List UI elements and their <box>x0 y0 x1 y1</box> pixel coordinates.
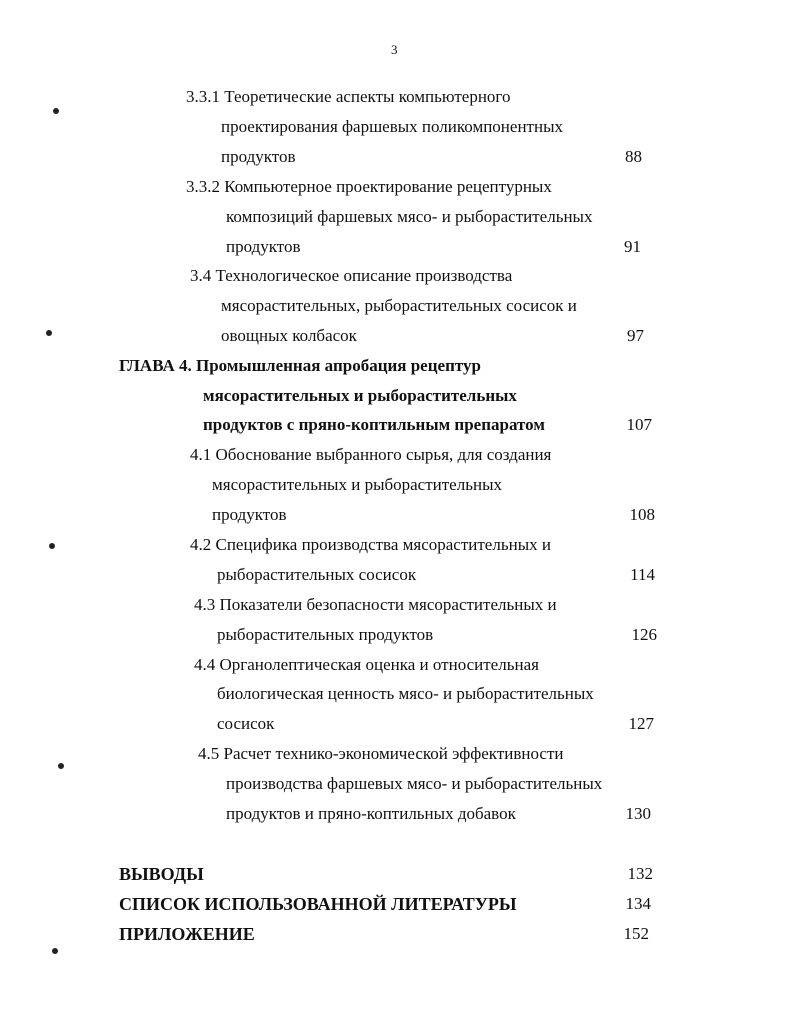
toc-entry-3-3-2-line-3: продуктов <box>226 237 301 256</box>
toc-chapter-4-line-1: ГЛАВА 4. Промышленная апробация рецептур <box>119 356 481 375</box>
toc-entry-4-1-line-1: 4.1 Обоснование выбранного сырья, для создания <box>190 445 552 464</box>
toc-entry-3-3-1-line-2: проектирования фаршевых поликомпонентных <box>221 117 563 136</box>
toc-appendix: ПРИЛОЖЕНИЕ <box>119 924 255 944</box>
toc-entry-4-4-line-1: 4.4 Органолептическая оценка и относительная <box>194 655 539 674</box>
toc-entry-3-3-2-line-2: композиций фаршевых мясо- и рыборастительных <box>226 207 593 226</box>
toc-page-4-4: 127 <box>628 714 654 733</box>
scan-mark <box>58 763 64 769</box>
toc-entry-4-3-line-2: рыборастительных продуктов <box>217 625 434 644</box>
scan-mark <box>46 330 52 336</box>
scan-mark <box>52 948 58 954</box>
toc-page-4-2: 114 <box>630 565 655 584</box>
toc-page-appendix: 152 <box>623 924 649 943</box>
scan-mark <box>49 543 55 549</box>
toc-references: СПИСОК ИСПОЛЬЗОВАННОЙ ЛИТЕРАТУРЫ <box>119 894 517 914</box>
toc-entry-4-5-line-3: продуктов и пряно-коптильных добавок <box>226 804 516 823</box>
toc-page-3-3-1: 88 <box>625 147 642 166</box>
toc-entry-4-2-line-2: рыборастительных сосисок <box>217 565 417 584</box>
toc-entry-3-4-line-1: 3.4 Технологическое описание производства <box>190 266 513 285</box>
toc-entry-4-4-line-2: биологическая ценность мясо- и рыборастительных <box>217 684 594 703</box>
toc-page-3-3-2: 91 <box>624 237 641 256</box>
toc-entry-3-3-1-line-3: продуктов <box>221 147 296 166</box>
toc-chapter-4-line-3: продуктов с пряно-коптильным препаратом <box>203 415 545 434</box>
scan-mark <box>53 108 59 114</box>
toc-entry-3-3-1-line-1: 3.3.1 Теоретические аспекты компьютерного <box>186 87 511 106</box>
page-number: 3 <box>391 42 398 57</box>
toc-entry-4-5-line-2: производства фаршевых мясо- и рыборастительных <box>226 774 603 793</box>
toc-page-conclusions: 132 <box>627 864 653 883</box>
toc-page-chapter-4: 107 <box>626 415 652 434</box>
toc-chapter-4-line-2: мясорастительных и рыборастительных <box>203 386 517 405</box>
toc-entry-4-3-line-1: 4.3 Показатели безопасности мясорастительных и <box>194 595 557 614</box>
toc-page-4-5: 130 <box>625 804 651 823</box>
toc-page-references: 134 <box>625 894 651 913</box>
toc-entry-4-1-line-2: мясорастительных и рыборастительных <box>212 475 502 494</box>
toc-entry-3-3-2-line-1: 3.3.2 Компьютерное проектирование рецептурных <box>186 177 552 196</box>
toc-entry-3-4-line-3: овощных колбасок <box>221 326 357 345</box>
toc-conclusions: ВЫВОДЫ <box>119 864 204 884</box>
toc-entry-4-2-line-1: 4.2 Специфика производства мясорастительных и <box>190 535 551 554</box>
toc-page-4-3: 126 <box>631 625 657 644</box>
toc-page-4-1: 108 <box>629 505 655 524</box>
toc-page-3-4: 97 <box>627 326 644 345</box>
toc-entry-3-4-line-2: мясорастительных, рыборастительных сосисок и <box>221 296 577 315</box>
toc-entry-4-1-line-3: продуктов <box>212 505 287 524</box>
toc-entry-4-5-line-1: 4.5 Расчет технико-экономической эффективности <box>198 744 564 763</box>
toc-entry-4-4-line-3: сосисок <box>217 714 275 733</box>
